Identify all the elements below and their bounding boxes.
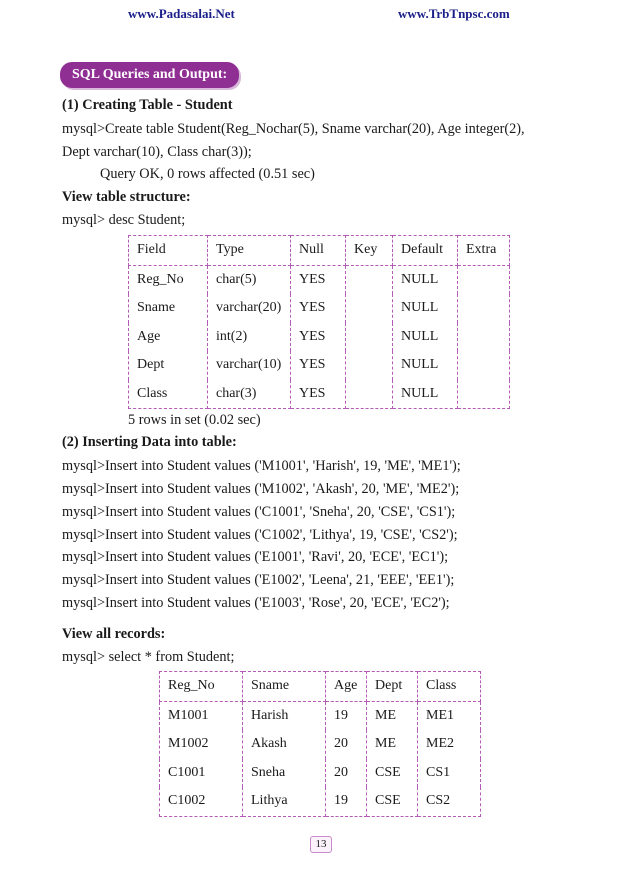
table-cell bbox=[346, 323, 393, 352]
table-cell: varchar(20) bbox=[208, 294, 291, 323]
table-cell: CS2 bbox=[418, 787, 481, 816]
query-create-line2: Dept varchar(10), Class char(3)); bbox=[62, 144, 252, 160]
table-row bbox=[129, 351, 510, 380]
table-cell bbox=[458, 351, 510, 380]
table-cell: ME2 bbox=[418, 730, 481, 759]
table-row bbox=[160, 787, 481, 816]
table-cell: CSE bbox=[367, 759, 418, 788]
table-row bbox=[160, 701, 481, 730]
insert-query: mysql>Insert into Student values ('E1001', 'Ravi', 20, 'ECE', 'EC1'); bbox=[62, 549, 449, 565]
query-desc: mysql> desc Student; bbox=[62, 212, 186, 228]
page-number: 13 bbox=[310, 836, 332, 853]
table-row bbox=[160, 759, 481, 788]
table-cell: 20 bbox=[326, 759, 367, 788]
table-cell: NULL bbox=[393, 323, 458, 352]
table-cell: YES bbox=[291, 323, 346, 352]
table-cell: 19 bbox=[326, 787, 367, 816]
header-cell: Sname bbox=[243, 672, 326, 702]
table-cell: C1002 bbox=[160, 787, 243, 816]
table-cell: C1001 bbox=[160, 759, 243, 788]
query-select-all: mysql> select * from Student; bbox=[62, 649, 235, 665]
table-cell: Akash bbox=[243, 730, 326, 759]
rows-in-set-text: 5 rows in set (0.02 sec) bbox=[128, 412, 261, 428]
table-cell bbox=[458, 323, 510, 352]
table-cell: varchar(10) bbox=[208, 351, 291, 380]
header-cell: Extra bbox=[458, 236, 510, 266]
query-ok-text: Query OK, 0 rows affected (0.51 sec) bbox=[100, 166, 315, 182]
table-cell: NULL bbox=[393, 380, 458, 409]
table-cell: CS1 bbox=[418, 759, 481, 788]
table-cell bbox=[458, 265, 510, 294]
insert-query: mysql>Insert into Student values ('M1001', 'Harish', 19, 'ME', 'ME1'); bbox=[62, 458, 461, 474]
table-row bbox=[129, 265, 510, 294]
header-cell: Reg_No bbox=[160, 672, 243, 702]
table-cell bbox=[346, 265, 393, 294]
table-cell: 20 bbox=[326, 730, 367, 759]
desc-table bbox=[128, 235, 510, 409]
table-cell: M1001 bbox=[160, 701, 243, 730]
table-cell: int(2) bbox=[208, 323, 291, 352]
header-cell: Field bbox=[129, 236, 208, 266]
table-cell: Sname bbox=[129, 294, 208, 323]
header-right-site: www.TrbTnpsc.com bbox=[398, 6, 510, 21]
header-left-site: www.Padasalai.Net bbox=[128, 6, 235, 21]
table-cell: Reg_No bbox=[129, 265, 208, 294]
table-cell: YES bbox=[291, 265, 346, 294]
table-cell: YES bbox=[291, 294, 346, 323]
table-cell: NULL bbox=[393, 265, 458, 294]
query-create-line1: mysql>Create table Student(Reg_Nochar(5), Sname varchar(20), Age integer(2), bbox=[62, 121, 525, 137]
table-cell bbox=[458, 380, 510, 409]
table-cell: NULL bbox=[393, 294, 458, 323]
table-row bbox=[160, 730, 481, 759]
table-cell: NULL bbox=[393, 351, 458, 380]
heading-insert-data: (2) Inserting Data into table: bbox=[62, 434, 237, 450]
table-cell: YES bbox=[291, 351, 346, 380]
insert-query: mysql>Insert into Student values ('E1003', 'Rose', 20, 'ECE', 'EC2'); bbox=[62, 595, 450, 611]
table-cell: CSE bbox=[367, 787, 418, 816]
table-cell: Age bbox=[129, 323, 208, 352]
table-cell: ME1 bbox=[418, 701, 481, 730]
table-cell bbox=[346, 294, 393, 323]
header-cell: Key bbox=[346, 236, 393, 266]
table-header-row bbox=[129, 236, 510, 266]
table-cell bbox=[458, 294, 510, 323]
table-cell: Lithya bbox=[243, 787, 326, 816]
insert-query: mysql>Insert into Student values ('M1002', 'Akash', 20, 'ME', 'ME2'); bbox=[62, 481, 460, 497]
table-row bbox=[129, 323, 510, 352]
header-cell: Default bbox=[393, 236, 458, 266]
section-badge: SQL Queries and Output: bbox=[60, 62, 239, 88]
table-cell: 19 bbox=[326, 701, 367, 730]
table-cell: Dept bbox=[129, 351, 208, 380]
table-cell: YES bbox=[291, 380, 346, 409]
heading-create-table: (1) Creating Table - Student bbox=[62, 97, 233, 113]
table-cell: char(3) bbox=[208, 380, 291, 409]
table-cell: Class bbox=[129, 380, 208, 409]
table-cell: Harish bbox=[243, 701, 326, 730]
header-cell: Null bbox=[291, 236, 346, 266]
header-cell: Dept bbox=[367, 672, 418, 702]
heading-view-structure: View table structure: bbox=[62, 189, 191, 205]
insert-query: mysql>Insert into Student values ('C1001', 'Sneha', 20, 'CSE', 'CS1'); bbox=[62, 504, 456, 520]
table-cell bbox=[346, 380, 393, 409]
table-header-row bbox=[160, 672, 481, 702]
insert-query: mysql>Insert into Student values ('E1002', 'Leena', 21, 'EEE', 'EE1'); bbox=[62, 572, 455, 588]
insert-query: mysql>Insert into Student values ('C1002', 'Lithya', 19, 'CSE', 'CS2'); bbox=[62, 527, 458, 543]
table-row bbox=[129, 380, 510, 409]
table-cell: ME bbox=[367, 701, 418, 730]
heading-view-records: View all records: bbox=[62, 626, 166, 642]
table-cell bbox=[346, 351, 393, 380]
table-cell: char(5) bbox=[208, 265, 291, 294]
header-cell: Class bbox=[418, 672, 481, 702]
table-cell: Sneha bbox=[243, 759, 326, 788]
header-cell: Type bbox=[208, 236, 291, 266]
table-cell: M1002 bbox=[160, 730, 243, 759]
table-row bbox=[129, 294, 510, 323]
header-cell: Age bbox=[326, 672, 367, 702]
table-cell: ME bbox=[367, 730, 418, 759]
records-table bbox=[159, 671, 481, 817]
